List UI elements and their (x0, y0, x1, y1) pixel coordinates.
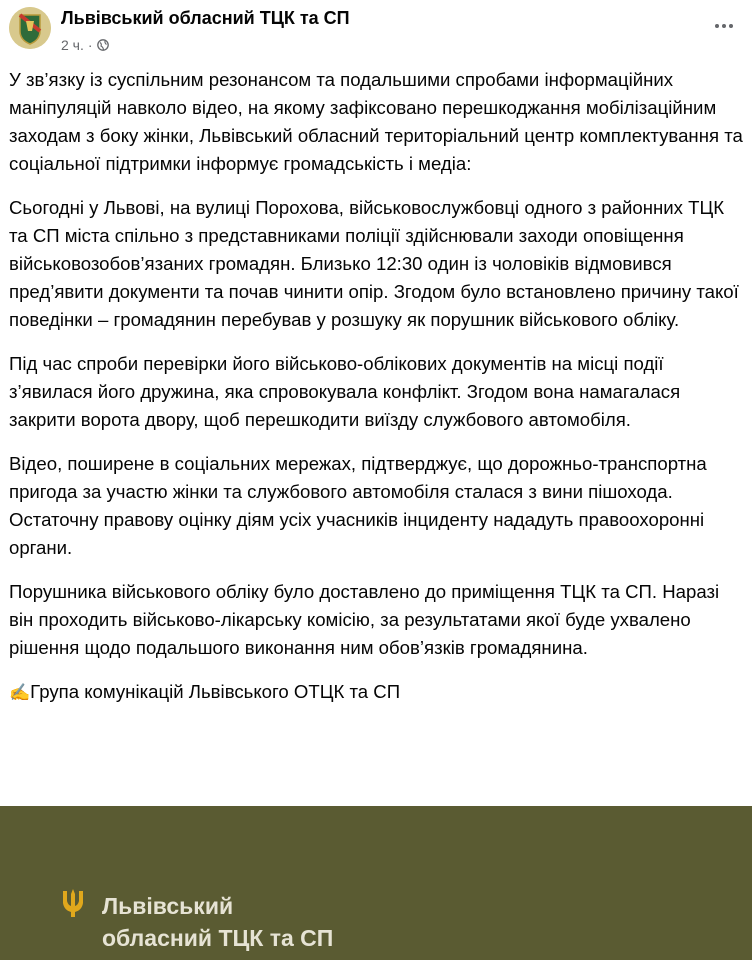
more-dots-icon[interactable] (712, 14, 736, 38)
post-time[interactable]: 2 ч. (61, 37, 84, 53)
banner-title (102, 890, 333, 954)
page-avatar[interactable] (9, 7, 51, 49)
post-image-banner[interactable] (0, 806, 752, 960)
writing-hand-icon: ✍ (9, 683, 31, 702)
banner-title-line-1: Львівський (102, 893, 234, 919)
globe-icon[interactable] (97, 39, 109, 51)
post-paragraph-1: У зв’язку із суспільним резонансом та подальшими спробами інформаційних маніпуляцій навколо відео, на якому зафіксовано перешкоджання мобілізаційним заходам з боку жінки, Львівський обласний територіальний центр комплектування та соціальної підтримки інформує громадськість і медіа: (9, 69, 743, 174)
banner-title-line-2: обласний ТЦК та СП (102, 925, 334, 951)
post-paragraph-5: Порушника військового обліку було доставлено до приміщення ТЦК та СП. Наразі він проходить військово-лікарську комісію, за результатами якої буде ухвалено рішення щодо подальшого виконання ним обов’язків громадянина. (9, 581, 720, 658)
post-paragraph-4: Відео, поширене в соціальних мережах, підтверджує, що дорожньо-транспортна пригода за участю жінки та службового автомобіля сталася з вини пішохода. Остаточну правову оцінку діям усіх учасників інциденту нададуть правоохоронні органи. (9, 453, 707, 558)
post-header (0, 0, 752, 62)
meta-separator: · (87, 37, 93, 53)
emblem-icon (9, 7, 51, 49)
trident-icon (62, 888, 84, 918)
post-paragraph-3: Під час спроби перевірки його військово-облікових документів на місці події з’явилася його дружина, яка спровокувала конфлікт. Згодом вона намагалася закрити ворота двору, щоб перешкодити виїзду службового автомобіля. (9, 353, 681, 430)
page-name-link[interactable]: Львівський обласний ТЦК та СП (61, 8, 350, 28)
post-body (9, 66, 745, 723)
post-meta (61, 37, 109, 53)
signature-text: Група комунікацій Львівського ОТЦК та СП (30, 681, 401, 702)
post-signature (9, 678, 745, 707)
post-paragraph-2: Сьогодні у Львові, на вулиці Порохова, військовослужбовці одного з районних ТЦК та СП міста спільно з представниками поліції здійснювали заходи оповіщення військовозобов’язаних громадян. Близько 12:30 один із чоловіків відмовився пред’явити документи та почав чинити опір. Згодом було встановлено причину такої поведінки – громадянин перебував у розшуку як порушник військового обліку. (9, 197, 739, 330)
